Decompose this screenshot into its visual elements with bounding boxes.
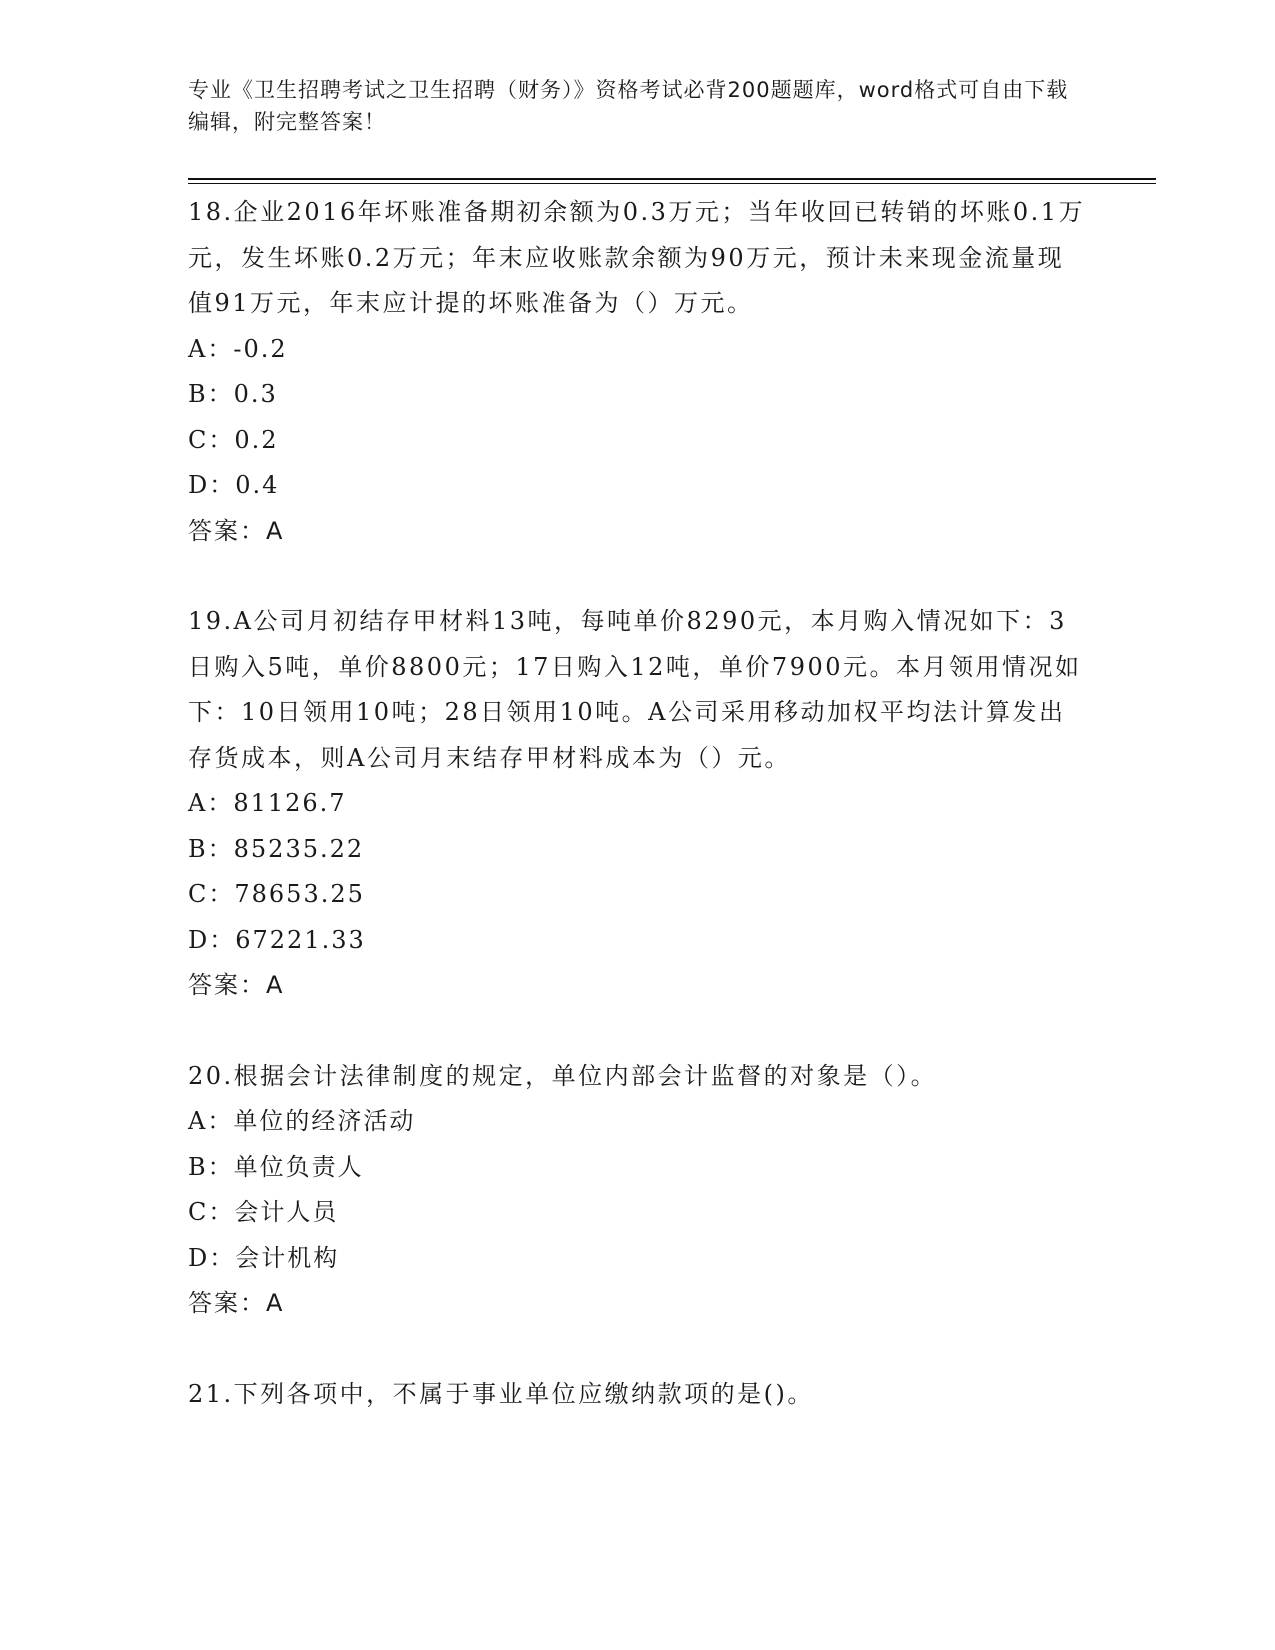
document-header [188,74,1088,138]
header-divider-thin [188,183,1156,184]
question-20 [188,1054,1088,1327]
option-c: C：会计人员 [188,1198,339,1226]
option-c: C：78653.25 [188,880,365,908]
question-list [188,190,1088,1417]
option-d: D：67221.33 [188,925,366,954]
option-a: A：81126.7 [188,789,347,817]
answer-key: 答案：A [188,971,285,999]
header-title: 专业《卫生招聘考试之卫生招聘（财务）》资格考试必背200题题库，word格式可自由下载编辑，附完整答案！ [188,78,1069,134]
option-d: D：会计机构 [188,1243,340,1272]
option-a: A：单位的经济活动 [188,1107,416,1135]
option-b: B：85235.22 [188,834,365,863]
header-divider-thick [188,178,1156,180]
option-d: D：0.4 [188,471,280,499]
question-19 [188,599,1088,1009]
option-b: B：0.3 [188,380,278,408]
answer-key: 答案：A [188,516,285,545]
option-b: B：单位负责人 [188,1152,364,1181]
option-c: C：0.2 [188,425,279,454]
question-stem: 19.A公司月初结存甲材料13吨，每吨单价8290元，本月购入情况如下：3日购入5吨，单价8800元；17日购入12吨，单价7900元。本月领用情况如下：10日领用10吨；28日领用10吨。A公司采用移动加权平均法计算发出存货成本，则A公司月末结存甲材料成本为（）元。 [188,607,1082,772]
answer-key: 答案：A [188,1289,285,1317]
question-stem: 21.下列各项中，不属于事业单位应缴纳款项的是()。 [188,1379,814,1408]
question-21 [188,1372,1088,1418]
option-a: A：-0.2 [188,334,288,363]
question-18 [188,190,1088,554]
question-stem: 20.根据会计法律制度的规定，单位内部会计监督的对象是（）。 [188,1061,938,1090]
question-stem: 18.企业2016年坏账准备期初余额为0.3万元；当年收回已转销的坏账0.1万元，发生坏账0.2万元；年末应收账款余额为90万元，预计未来现金流量现值91万元，年末应计提的坏账准备为（）万元。 [188,198,1086,317]
